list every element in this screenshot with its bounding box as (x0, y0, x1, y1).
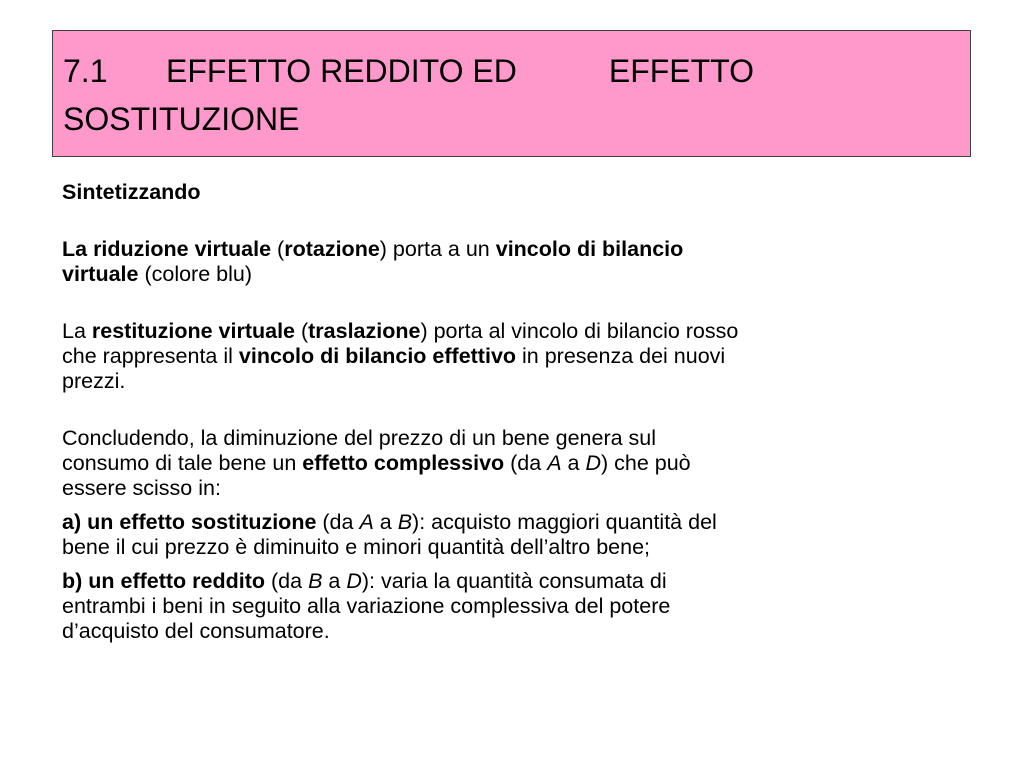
title-part-2: EFFETTO (608, 53, 755, 89)
slide-title-box (52, 30, 971, 157)
text-run: ( (271, 237, 285, 261)
text-run: d’acquisto del consumatore. (62, 619, 330, 643)
text-bold: La riduzione virtuale (62, 237, 272, 261)
slide-body (62, 180, 962, 644)
text-run: ) che può (600, 451, 691, 475)
paragraph-conclusion (62, 426, 962, 501)
paragraph-virtual-restitution (62, 319, 962, 394)
text-bold: virtuale (62, 262, 139, 286)
text-run: a (322, 569, 347, 593)
text-run: La (62, 319, 92, 343)
text-run: ) porta al vincolo di bilancio rosso (420, 319, 739, 343)
text-run: (da (504, 451, 548, 475)
text-italic: D (585, 451, 601, 475)
paragraph-substitution-effect (62, 510, 962, 560)
text-run: prezzi. (62, 369, 126, 393)
text-run: ): varia la quantità consumata di (361, 569, 667, 593)
text-bold: effetto complessivo (302, 451, 505, 475)
text-run: a (373, 510, 398, 534)
text-run: consumo di tale bene un (62, 451, 303, 475)
text-bold: traslazione (308, 319, 421, 343)
text-run: bene il cui prezzo è diminuito e minori quantità dell’altro bene; (62, 535, 651, 559)
text-bold: a) un effetto sostituzione (62, 510, 317, 534)
text-bold: rotazione (284, 237, 380, 261)
text-italic: A (359, 510, 374, 534)
text-run: che rappresenta il (62, 344, 239, 368)
text-run: entrambi i beni in seguito alla variazione complessiva del potere (62, 594, 671, 618)
text-italic: A (547, 451, 562, 475)
paragraph-virtual-reduction (62, 237, 962, 287)
slide-title-line-1 (63, 53, 754, 89)
text-run: ): acquisto maggiori quantità del (412, 510, 717, 534)
text-italic: D (346, 569, 362, 593)
text-run: (colore blu) (138, 262, 252, 286)
text-run: ) porta a un (379, 237, 496, 261)
text-run: essere scisso in: (62, 476, 221, 500)
text-run: (da (316, 510, 360, 534)
slide-title-line-2: SOSTITUZIONE (63, 101, 300, 137)
text-run: in presenza dei nuovi (516, 344, 726, 368)
section-number: 7.1 (63, 53, 108, 89)
paragraph-income-effect (62, 569, 962, 644)
text-bold: vincolo di bilancio effettivo (238, 344, 517, 368)
text-bold: restituzione virtuale (91, 319, 295, 343)
text-italic: B (308, 569, 323, 593)
text-run: Concludendo, la diminuzione del prezzo di un bene genera sul (62, 426, 657, 450)
text-bold: vincolo di bilancio (495, 237, 684, 261)
text-run: a (561, 451, 586, 475)
text-bold: b) un effetto reddito (62, 569, 266, 593)
text-italic: B (397, 510, 413, 534)
body-heading: Sintetizzando (62, 180, 201, 204)
text-run: ( (295, 319, 309, 343)
text-run: (da (265, 569, 309, 593)
title-part-1: EFFETTO REDDITO ED (166, 53, 517, 89)
